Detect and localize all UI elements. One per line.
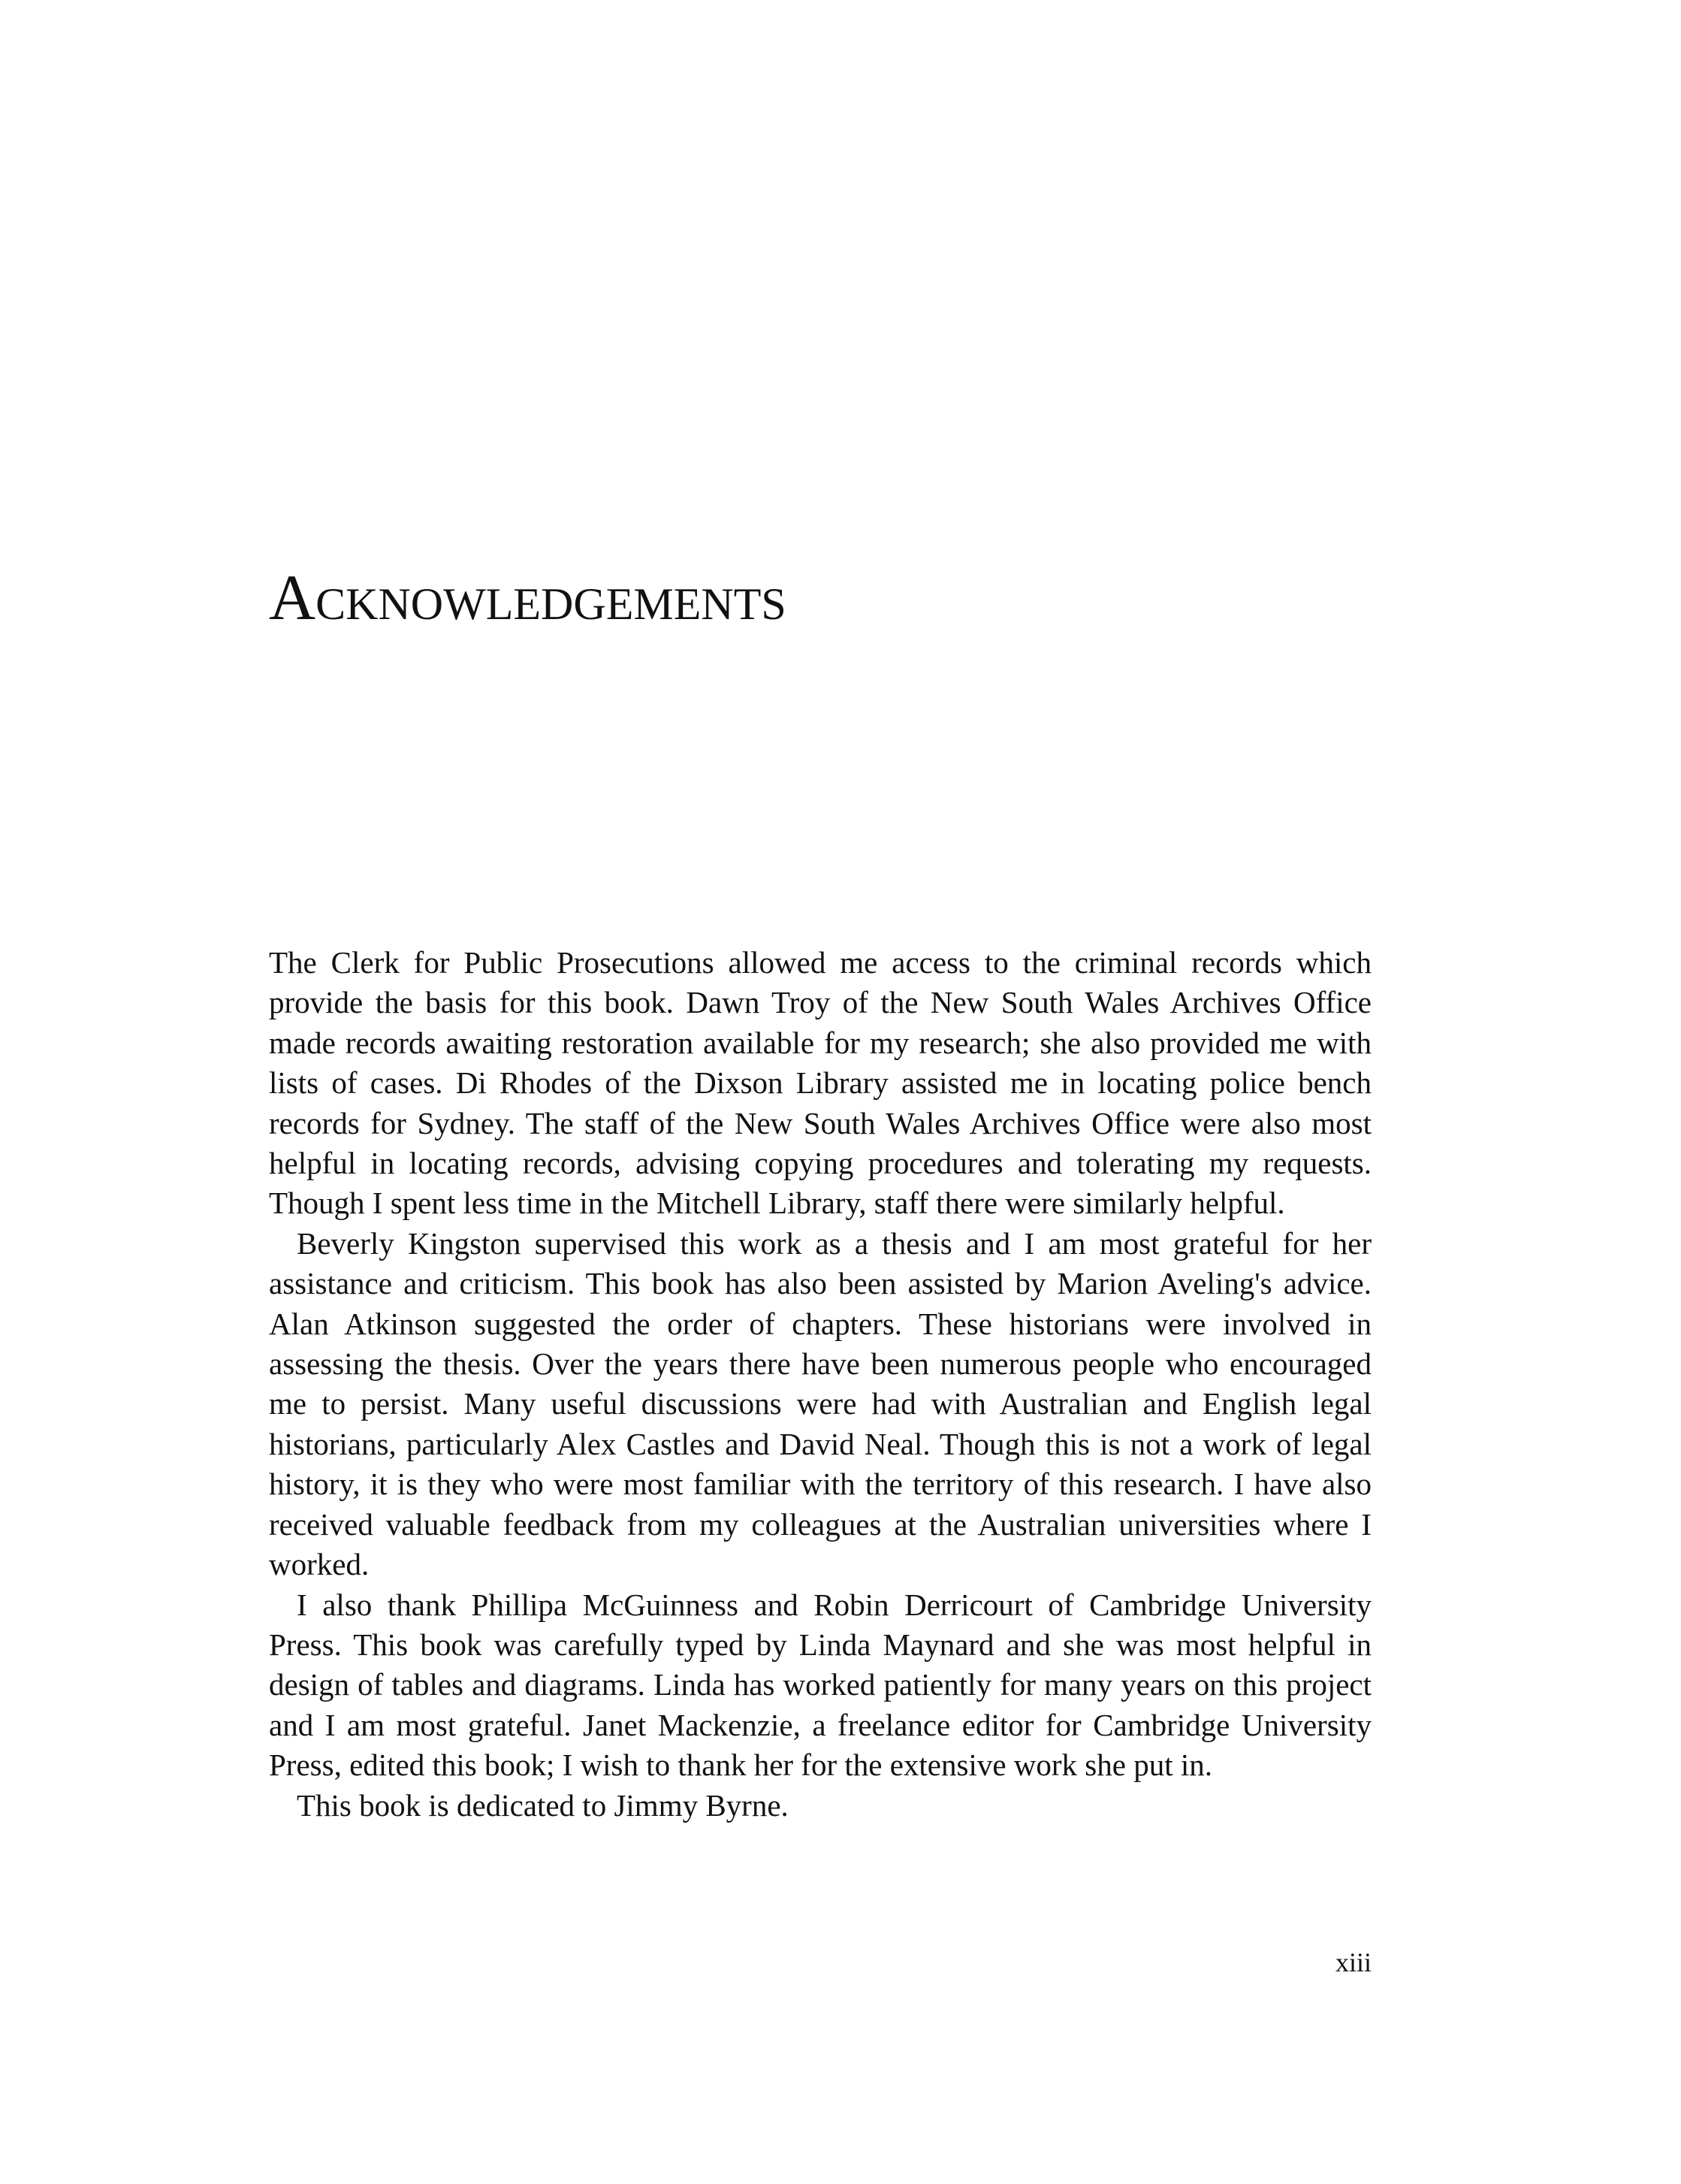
paragraph-4: This book is dedicated to Jimmy Byrne. [297, 1787, 789, 1823]
paragraph-3: I also thank Phillipa McGuinness and Robin Derricourt of Cambridge University Press. This book was carefully typed by Linda Maynard and she was most helpful in design of tables and diagrams. Linda has worked patiently for many years on this project and I am most grateful. Janet Mackenzie, a freelance editor for Cambridge University Press, edited this book; I wish to thank her for the extensive work she put in. [269, 1587, 1372, 1783]
paragraph-1: The Clerk for Public Prosecutions allowed me access to the criminal records which provide the basis for this book. Dawn Troy of the New South Wales Archives Office made records awaiting restoration available for my research; she also provided me with lists of cases. Di Rhodes of the Dixson Library assisted me in locating police bench records for Sydney. The staff of the New South Wales Archives Office were also most helpful in locating records, advising copying procedures and tolerating my requests. Though I spent less time in the Mitchell Library, staff there were similarly helpful. [269, 945, 1372, 1221]
acknowledgements-body [269, 943, 1372, 1826]
page-number: xiii [1335, 1947, 1372, 1977]
paragraph-2: Beverly Kingston supervised this work as a thesis and I am most grateful for her assistance and criticism. This book has also been assisted by Marion Aveling's advice. Alan Atkinson suggested the order of chapters. These historians were involved in assessing the thesis. Over the years there have been numerous people who encouraged me to persist. Many useful discussions were had with Australian and English legal historians, particularly Alex Castles and David Neal. Though this is not a work of legal history, it is they who were most familiar with the territory of this research. I have also received valuable feedback from my colleagues at the Australian universities where I worked. [269, 1225, 1372, 1582]
page-title: Acknowledgements [269, 561, 786, 633]
